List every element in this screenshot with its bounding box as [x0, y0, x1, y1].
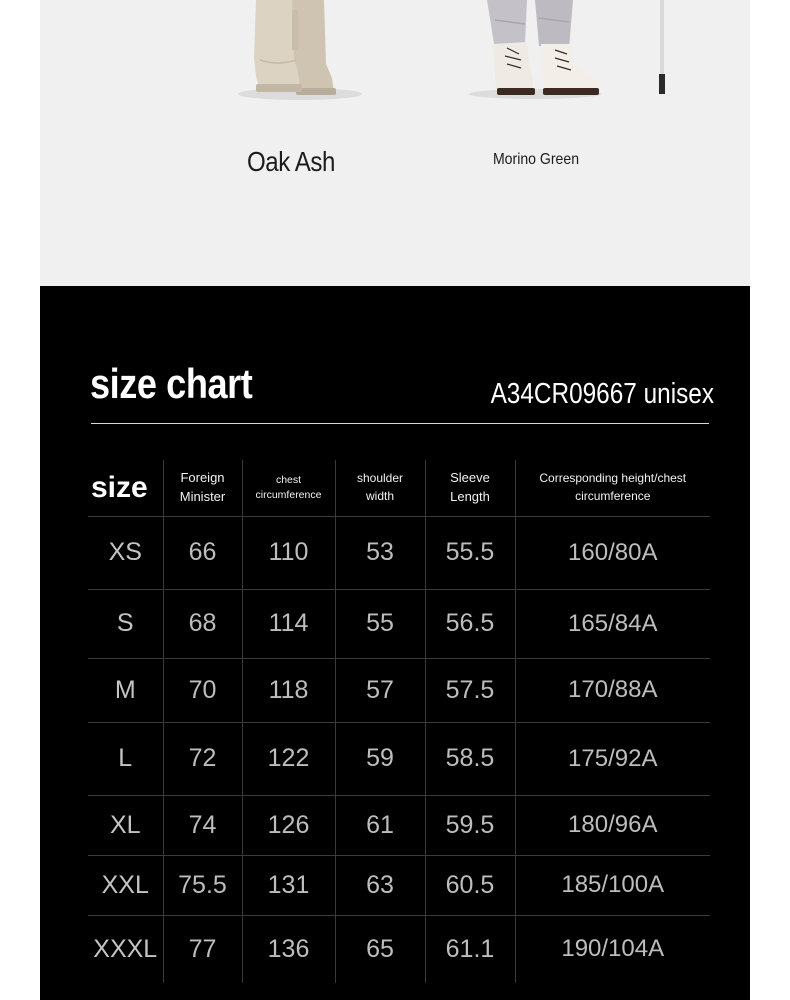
table-row [88, 658, 710, 722]
header-size: size [88, 460, 163, 516]
cell-sleeve: 61.1 [425, 915, 515, 983]
cell-foreign-minister: 68 [163, 589, 242, 658]
cell-height-chest: 165/84A [568, 609, 658, 637]
cell-chest: 114 [242, 589, 335, 658]
header-chest-circumference [242, 460, 335, 516]
cell-sleeve: 58.5 [425, 722, 515, 795]
cell-foreign-minister: 70 [163, 658, 242, 722]
cell-size: XS [88, 516, 163, 589]
cell-height-chest: 170/88A [568, 676, 658, 703]
product-preview-panel [40, 0, 750, 286]
table-row [88, 795, 710, 855]
table-header-row [88, 460, 710, 516]
cell-sleeve: 57.5 [425, 658, 515, 722]
cell-height-chest: 175/92A [568, 744, 658, 772]
size-chart-panel [40, 286, 750, 1000]
cell-shoulder: 63 [335, 855, 425, 915]
oak-ash-boots-image [200, 0, 380, 110]
header-shoulder-label: shoulder width [356, 471, 404, 503]
cell-height-chest: 190/104A [561, 935, 665, 963]
product-model-code: A34CR09667 unisex [490, 378, 714, 410]
header-height-chest-label: Corresponding height/chest circumference [539, 471, 687, 503]
header-foreign-minister [163, 460, 242, 516]
cell-sleeve: 55.5 [425, 516, 515, 589]
cell-chest: 110 [242, 516, 335, 589]
cell-size: XXXL [88, 915, 163, 983]
cell-chest: 118 [242, 658, 335, 722]
table-row [88, 516, 710, 589]
size-chart-title: size chart [90, 360, 253, 407]
cell-foreign-minister: 75.5 [163, 855, 242, 915]
header-shoulder-width [335, 460, 425, 516]
cell-foreign-minister: 77 [163, 915, 242, 983]
cell-shoulder: 65 [335, 915, 425, 983]
header-foreign-minister-label: Foreign Minister [179, 469, 226, 504]
cell-sleeve: 60.5 [425, 855, 515, 915]
cell-height-chest: 180/96A [568, 811, 658, 838]
cell-chest: 136 [242, 915, 335, 983]
cell-shoulder: 61 [335, 795, 425, 855]
cell-size: XXL [88, 855, 163, 915]
table-row [88, 915, 710, 983]
morino-green-boots-image [445, 0, 675, 110]
title-divider [91, 423, 709, 424]
cell-shoulder: 55 [335, 589, 425, 658]
table-row [88, 722, 710, 795]
cell-height-chest: 185/100A [561, 871, 665, 898]
cell-shoulder: 53 [335, 516, 425, 589]
header-sleeve-length [425, 460, 515, 516]
cell-sleeve: 59.5 [425, 795, 515, 855]
cell-size: S [88, 589, 163, 658]
size-table [88, 460, 710, 983]
cell-foreign-minister: 74 [163, 795, 242, 855]
cell-chest: 122 [242, 722, 335, 795]
cell-chest: 131 [242, 855, 335, 915]
product-name-morino-green: Morino Green [492, 151, 580, 168]
cell-size: XL [88, 795, 163, 855]
cell-foreign-minister: 72 [163, 722, 242, 795]
cell-sleeve: 56.5 [425, 589, 515, 658]
product-name-oak-ash: Oak Ash [246, 146, 336, 177]
cell-shoulder: 57 [335, 658, 425, 722]
table-row [88, 589, 710, 658]
header-chest-label: chest circumference [255, 473, 322, 501]
cell-shoulder: 59 [335, 722, 425, 795]
cell-height-chest: 160/80A [568, 538, 658, 566]
cell-size: L [88, 722, 163, 795]
table-row [88, 855, 710, 915]
cell-chest: 126 [242, 795, 335, 855]
cell-foreign-minister: 66 [163, 516, 242, 589]
header-height-chest [515, 460, 710, 516]
header-sleeve-label: Sleeve Length [450, 469, 490, 504]
cell-size: M [88, 658, 163, 722]
